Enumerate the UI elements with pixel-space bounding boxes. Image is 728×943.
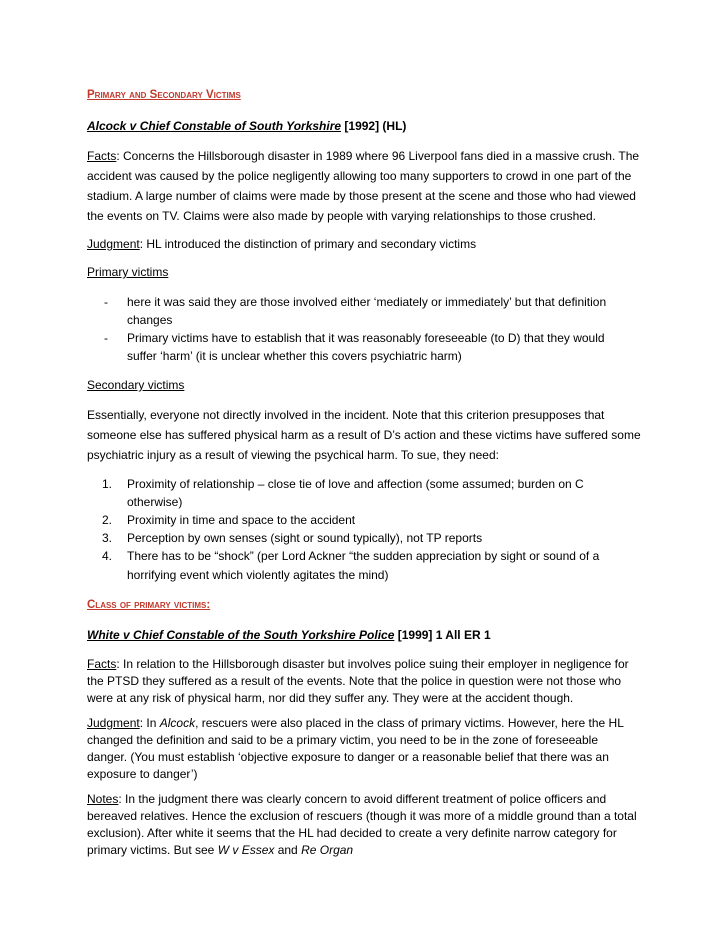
notes-line-2: bereaved relatives. Hence the exclusion of rescuers (though it was more of a middle ground than a total xyxy=(87,809,637,823)
bullet-2-line-2: suffer ‘harm’ (it is unclear whether this covers psychiatric harm) xyxy=(127,349,462,363)
notes-line-1: Notes: In the judgment there was clearly concern to avoid different treatment of police officers and xyxy=(87,792,607,806)
list-number: 3. xyxy=(102,531,113,545)
list-item-3: Perception by own senses (sight or sound typically), not TP reports xyxy=(127,531,483,545)
secondary-para-line-1: Essentially, everyone not directly involved in the incident. Note that this criterion presupposes that xyxy=(87,408,605,422)
heading-primary-secondary-victims: Primary and Secondary Victims xyxy=(87,89,241,101)
list-number: 1. xyxy=(102,477,113,491)
list-item-1-line-1: Proximity of relationship – close tie of love and affection (some assumed; burden on C xyxy=(127,477,584,491)
bullet-2-line-1: Primary victims have to establish that it was reasonably foreseeable (to D) that they would xyxy=(127,331,605,345)
case-title-white: White v Chief Constable of the South Yorkshire Police [1999] 1 All ER 1 xyxy=(87,628,491,642)
list-number: 2. xyxy=(102,513,113,527)
secondary-para-line-3: psychiatric injury as a result of viewing the psychical harm. To sue, they need: xyxy=(87,448,499,462)
list-item-4-line-1: There has to be “shock” (per Lord Ackner “the sudden appreciation by sight or sound of a xyxy=(127,549,600,563)
bullet-marker: - xyxy=(104,331,108,345)
facts-line-1: Facts: Concerns the Hillsborough disaster in 1989 where 96 Liverpool fans died in a massive crush. The xyxy=(87,149,640,163)
secondary-victims-heading: Secondary victims xyxy=(87,378,185,392)
secondary-para-line-2: someone else has suffered physical harm as a result of D’s action and these victims have suffered some xyxy=(87,428,641,442)
facts-line-4: the events on TV. Claims were also made by people with varying relationships to those crushed. xyxy=(87,209,596,223)
list-item-2: Proximity in time and space to the accident xyxy=(127,513,356,527)
bullet-marker: - xyxy=(104,295,108,309)
facts2-line-2: the PTSD they suffered as a result of the events. Note that the police in question were not those who xyxy=(87,674,622,688)
judgment-line: Judgment: HL introduced the distinction of primary and secondary victims xyxy=(87,237,477,251)
judgment2-line-1: Judgment: In Alcock, rescuers were also placed in the class of primary victims. However, here the HL xyxy=(87,716,624,730)
notes-line-4: primary victims. But see W v Essex and Re Organ xyxy=(87,843,354,857)
heading-class-of-primary-victims: Class of primary victims: xyxy=(87,599,211,611)
judgment2-line-3: danger. (You must establish ‘objective exposure to danger or a reasonable belief that there was an xyxy=(87,750,609,764)
judgment2-line-4: exposure to danger’) xyxy=(87,767,198,781)
list-item-1-line-2: otherwise) xyxy=(127,495,183,509)
list-item-4-line-2: horrifying event which violently agitates the mind) xyxy=(127,568,389,582)
bullet-1-line-1: here it was said they are those involved either ‘mediately or immediately’ but that definition xyxy=(127,295,607,309)
list-number: 4. xyxy=(102,549,113,563)
bullet-1-line-2: changes xyxy=(127,313,173,327)
facts-line-2: accident was caused by the police negligently allowing too many supporters to crowd in one part of the xyxy=(87,169,632,183)
primary-victims-heading: Primary victims xyxy=(87,265,169,279)
facts2-line-3: were at any risk of physical harm, nor did they suffer any. They were at the accident though. xyxy=(87,691,574,705)
judgment2-line-2: changed the definition and said to be a primary victim, you need to be in the zone of foreseeable xyxy=(87,733,598,747)
case-title-alcock: Alcock v Chief Constable of South Yorkshire [1992] (HL) xyxy=(87,119,407,133)
notes-line-3: exclusion). After white it seems that the HL had decided to create a very definite narrow category for xyxy=(87,826,617,840)
facts2-line-1: Facts: In relation to the Hillsborough disaster but involves police suing their employer in negligence for xyxy=(87,657,629,671)
facts-line-3: stadium. A large number of claims were made by those present at the scene and those who had viewed xyxy=(87,189,636,203)
